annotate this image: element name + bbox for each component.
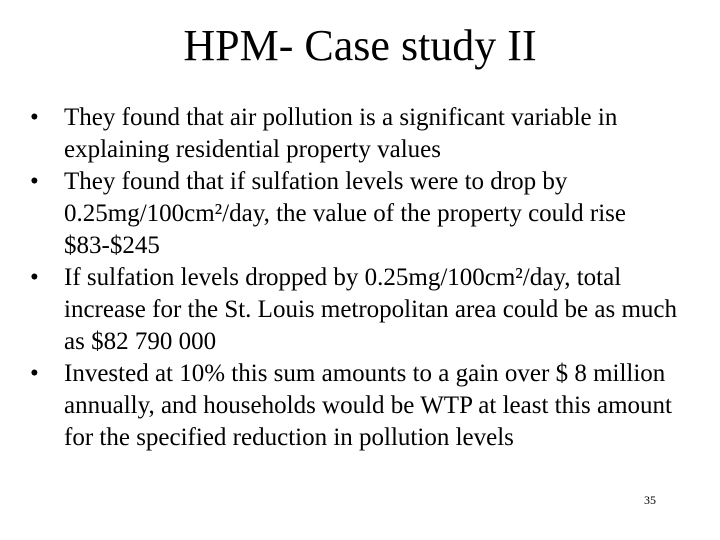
bullet-text: Invested at 10% this sum amounts to a gain over $ 8 million annually, and households would be WTP at least this amount for the specified reduction in pollution levels	[64, 360, 673, 451]
bullet-marker: •	[30, 360, 39, 387]
bullet-text: They found that if sulfation levels were to drop by 0.25mg/100cm²/day, the value of the property could rise $83-$245	[64, 168, 626, 259]
bullet-list	[30, 102, 700, 454]
bullet-text: They found that air pollution is a significant variable in explaining residential property values	[64, 104, 618, 163]
slide-title: HPM- Case study II	[183, 21, 537, 70]
bullet-item	[30, 102, 700, 166]
page-number: 35	[644, 493, 656, 507]
bullet-marker: •	[30, 168, 39, 195]
bullet-item	[30, 166, 700, 262]
bullet-item	[30, 262, 700, 358]
bullet-text: If sulfation levels dropped by 0.25mg/100cm²/day, total increase for the St. Louis metropolitan area could be as much as $82 790 000	[64, 264, 677, 355]
bullet-item	[30, 358, 700, 454]
bullet-marker: •	[30, 104, 39, 131]
bullet-marker: •	[30, 264, 39, 291]
